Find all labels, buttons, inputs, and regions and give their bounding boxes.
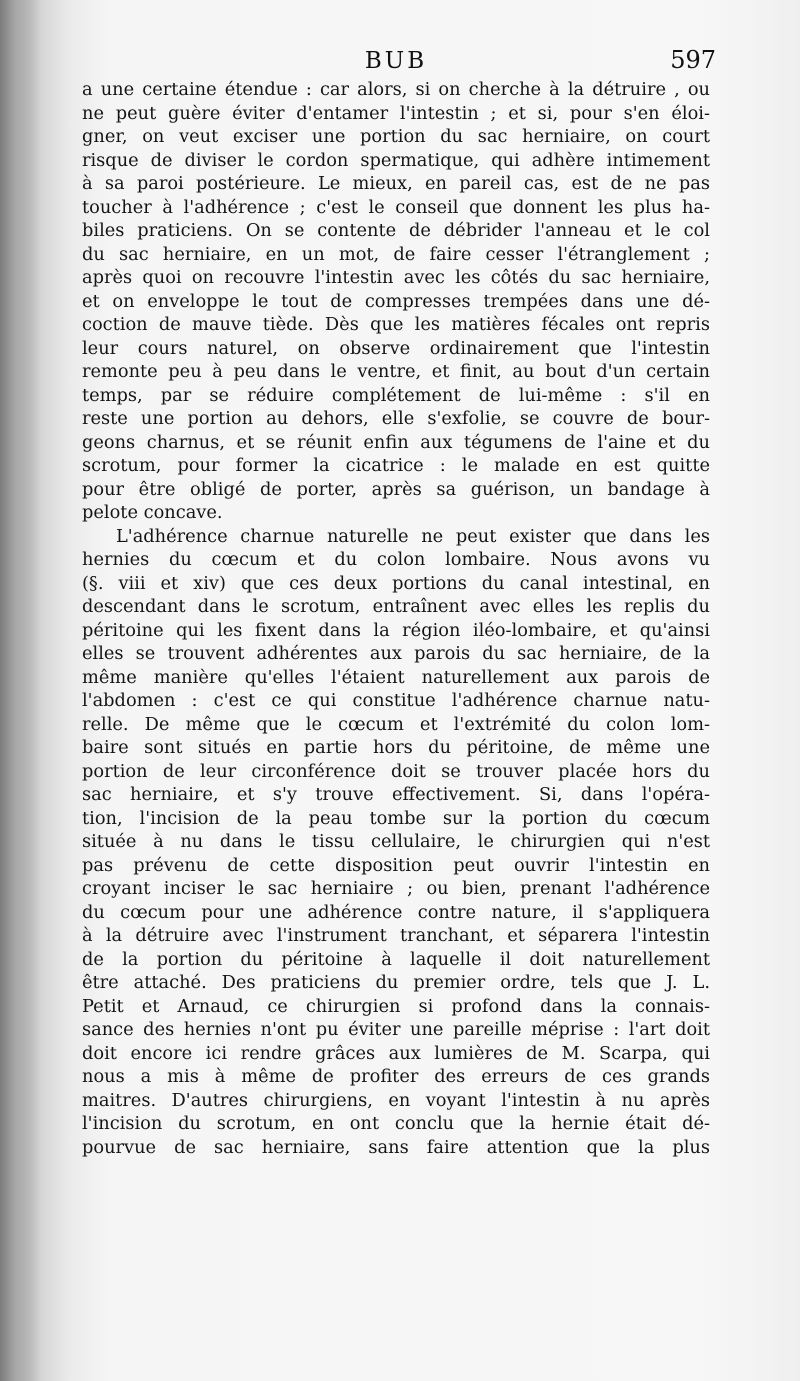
paragraph-end-line: pelote concave. <box>82 502 223 523</box>
text-line: à sa paroi postérieure. Le mieux, en pareil cas, est de ne pas <box>82 173 710 194</box>
text-line: pour être obligé de porter, après sa guérison, un bandage à <box>82 478 710 500</box>
text-line: pas prévenu de cette disposition peut ouvrir l'intestin en <box>82 854 710 876</box>
text-line: pourvue de sac herniaire, sans faire attention que la plus <box>82 1136 710 1158</box>
text-line: sance des hernies n'ont pu éviter une pareille méprise : l'art doit <box>82 1019 710 1040</box>
text-line: elles se trouvent adhérentes aux parois du sac herniaire, de la <box>82 643 710 664</box>
text-line: risque de diviser le cordon spermatique, qui adhère intimement <box>82 149 710 171</box>
text-line: du cœcum pour une adhérence contre nature, il s'appliquera <box>82 901 710 923</box>
text-line: maitres. D'autres chirurgiens, en voyant l'intestin à nu après <box>82 1089 710 1111</box>
text-line: baire sont situés en partie hors du péritoine, de même une <box>82 737 710 758</box>
text-line: ne peut guère éviter d'entamer l'intestin ; et si, pour s'en éloi- <box>82 102 710 124</box>
text-line: péritoine qui les fixent dans la région iléo-lombaire, et qu'ainsi <box>82 619 710 641</box>
text-line: scrotum, pour former la cicatrice : le malade en est quitte <box>82 455 710 476</box>
text-line: l'incision du scrotum, en ont conclu que la hernie était dé- <box>82 1113 710 1134</box>
text-line: à la détruire avec l'instrument tranchant, et séparera l'intestin <box>82 925 710 946</box>
text-line: a une certaine étendue : car alors, si on cherche à la détruire , ou <box>82 79 710 100</box>
text-line: du sac herniaire, en un mot, de faire cesser l'étranglement ; <box>82 243 710 265</box>
text-line: relle. De même que le cœcum et l'extrémité du colon lom- <box>82 713 710 735</box>
text-line: et on enveloppe le tout de compresses trempées dans une dé- <box>82 290 710 312</box>
page-header <box>82 44 716 78</box>
text-line: croyant inciser le sac herniaire ; ou bien, prenant l'adhérence <box>82 878 710 899</box>
text-line: nous a mis à même de profiter des erreurs de ces grands <box>82 1066 710 1087</box>
text-line: biles praticiens. On se contente de débrider l'anneau et le col <box>82 220 710 241</box>
text-line: doit encore ici rendre grâces aux lumières de M. Scarpa, qui <box>82 1042 710 1064</box>
text-line: portion de leur circonférence doit se trouver placée hors du <box>82 760 710 782</box>
body-text <box>82 78 710 1159</box>
text-line: être attaché. Des praticiens du premier ordre, tels que J. L. <box>82 972 710 993</box>
text-line: après quoi on recouvre l'intestin avec les côtés du sac herniaire, <box>82 267 710 288</box>
text-line: Petit et Arnaud, ce chirurgien si profond dans la connais- <box>82 995 710 1017</box>
text-line: geons charnus, et se réunit enfin aux tégumens de l'aine et du <box>82 431 710 453</box>
text-line: hernies du cœcum et du colon lombaire. Nous avons vu <box>82 549 710 570</box>
text-line: reste une portion au dehors, elle s'exfolie, se couvre de bour- <box>82 408 710 429</box>
page-number: 597 <box>670 46 716 74</box>
running-head: BUB <box>364 48 428 74</box>
text-line: située à nu dans le tissu cellulaire, le chirurgien qui n'est <box>82 831 710 852</box>
text-line: l'abdomen : c'est ce qui constitue l'adhérence charnue natu- <box>82 690 710 711</box>
page-spine-shadow <box>0 0 40 1381</box>
text-line: leur cours naturel, on observe ordinairement que l'intestin <box>82 337 710 359</box>
paragraph-start-line: L'adhérence charnue naturelle ne peut exister que dans les <box>116 525 710 547</box>
text-line: temps, par se réduire complétement de lui-même : s'il en <box>82 384 710 406</box>
text-line: (§. viii et xiv) que ces deux portions du canal intestinal, en <box>82 572 710 594</box>
text-line: même manière qu'elles l'étaient naturellement aux parois de <box>82 666 710 688</box>
text-line: de la portion du péritoine à laquelle il doit naturellement <box>82 948 710 970</box>
text-line: coction de mauve tiède. Dès que les matières fécales ont repris <box>82 314 710 335</box>
text-line: tion, l'incision de la peau tombe sur la portion du cœcum <box>82 807 710 829</box>
text-line: remonte peu à peu dans le ventre, et finit, au bout d'un certain <box>82 361 710 382</box>
text-line: descendant dans le scrotum, entraînent avec elles les replis du <box>82 596 710 617</box>
text-line: toucher à l'adhérence ; c'est le conseil que donnent les plus ha- <box>82 196 710 218</box>
text-line: gner, on veut exciser une portion du sac herniaire, on court <box>82 126 710 147</box>
text-line: sac herniaire, et s'y trouve effectivement. Si, dans l'opéra- <box>82 784 710 805</box>
